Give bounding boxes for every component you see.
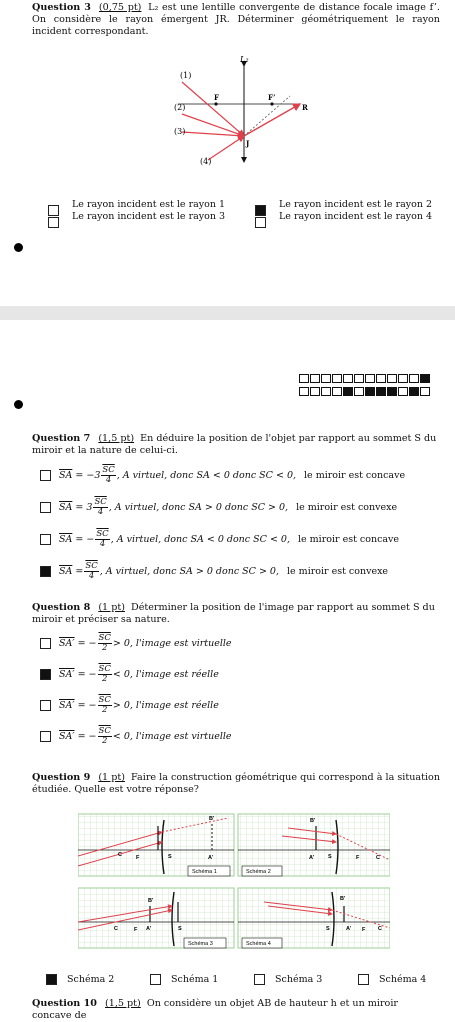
id-grid-row-1-cell[interactable] — [343, 374, 353, 383]
math-lhs: SA′ — [59, 731, 75, 742]
id-grid-row-2-cell[interactable] — [376, 387, 386, 396]
math-tail: , A virtuel, donc SA > 0 donc SC > 0, — [99, 566, 279, 577]
question-7 — [32, 433, 440, 457]
svg-text:F: F — [136, 855, 140, 861]
q8-answer-4[interactable] — [40, 727, 232, 746]
nature-text: le miroir est concave — [297, 534, 400, 545]
point-J: J — [246, 139, 250, 148]
math-tail: > 0, l'image est réelle — [112, 700, 219, 711]
svg-text:S: S — [328, 854, 332, 860]
ray-label-1: (1) — [180, 71, 192, 80]
checkbox-checked[interactable] — [46, 974, 57, 985]
schema-3 — [78, 888, 234, 948]
svg-text:A': A' — [309, 855, 315, 861]
id-grid-row-2-cell[interactable] — [398, 387, 408, 396]
ray-label-3: (3) — [174, 127, 186, 136]
svg-text:S: S — [326, 926, 330, 932]
checkbox[interactable] — [48, 217, 59, 228]
q9-answer-3[interactable]: Schéma 3 — [254, 974, 322, 985]
svg-text:B': B' — [209, 816, 215, 822]
schema-3-label: Schéma 3 — [188, 941, 213, 947]
math-fraction: $\frac{\overline{SC}}{2}$ — [98, 664, 111, 684]
svg-text:C: C — [378, 926, 382, 932]
q9-answer-4[interactable]: Schéma 4 — [358, 974, 426, 985]
q7-answer-2[interactable] — [40, 498, 397, 517]
checkbox[interactable] — [40, 731, 51, 742]
question-8 — [32, 602, 440, 626]
lens-figure — [160, 52, 310, 180]
svg-text:B': B' — [310, 818, 316, 824]
math-sign: = − — [77, 669, 97, 680]
point-F: F — [214, 93, 219, 102]
question-9-text: Faire la construction géométrique qui correspond à la situation étudiée. Quelle est votre réponse? — [32, 772, 440, 795]
svg-text:S: S — [168, 854, 172, 860]
question-9 — [32, 772, 440, 796]
question-7-number: Question 7 — [32, 433, 91, 444]
q7-answer-4[interactable] — [40, 562, 388, 581]
checkbox[interactable] — [254, 974, 265, 985]
checkbox[interactable] — [40, 638, 51, 649]
question-9-points: (1 pt) — [98, 772, 125, 783]
question-3-number: Question 3 — [32, 2, 91, 13]
id-grid-row-2-cell[interactable] — [299, 387, 309, 396]
q7-answer-1[interactable] — [40, 466, 405, 485]
checkbox[interactable] — [40, 700, 51, 711]
ray-1 — [182, 82, 244, 136]
page-separator — [0, 306, 455, 320]
emergent-ray — [244, 104, 300, 136]
point-R: R — [302, 103, 308, 112]
construction-line — [244, 96, 290, 136]
question-10-text: On considère un objet AB de hauteur h et un miroir concave de — [32, 998, 398, 1021]
id-grid-row-1-cell[interactable] — [409, 374, 419, 383]
id-grid-row-1-cell[interactable] — [321, 374, 331, 383]
marker-dot — [14, 400, 23, 409]
schema-1-label: Schéma 1 — [192, 869, 217, 875]
checkbox-checked[interactable] — [40, 566, 51, 577]
q9-answer-1[interactable]: Schéma 2 — [46, 974, 114, 985]
id-grid-row-1-cell[interactable] — [365, 374, 375, 383]
q3-answer-4-box[interactable] — [255, 212, 266, 231]
id-grid-row-2-cell[interactable] — [420, 387, 430, 396]
math-lhs: $\overline{SA}$ — [59, 534, 73, 545]
math-fraction: $\frac{\overline{SC}}{4}$ — [96, 529, 109, 549]
q3-answers-right — [279, 199, 432, 223]
ray-4 — [208, 136, 244, 160]
question-10-points: (1,5 pt) — [104, 998, 141, 1009]
question-8-points: (1 pt) — [98, 602, 125, 613]
question-10-number: Question 10 — [32, 998, 97, 1009]
q7-answer-3[interactable] — [40, 530, 399, 549]
q8-answer-3[interactable] — [40, 696, 219, 715]
math-fraction: $\frac{\overline{SC}}{4}$ — [85, 561, 98, 581]
math-sign: = − — [77, 638, 97, 649]
math-tail: > 0, l'image est virtuelle — [112, 638, 232, 649]
id-grid-row-1-cell[interactable] — [299, 374, 309, 383]
checkbox[interactable] — [40, 534, 51, 545]
schemas-figure — [78, 810, 390, 950]
q8-answer-1[interactable] — [40, 634, 232, 653]
math-fraction: $\frac{\overline{SC}}{2}$ — [98, 726, 111, 746]
q3-answer-text-3: Le rayon incident est le rayon 3 — [72, 211, 226, 222]
id-grid-row-2-cell[interactable] — [332, 387, 342, 396]
math-sign: = 3 — [75, 502, 93, 513]
question-3 — [32, 2, 440, 38]
checkbox[interactable] — [40, 470, 51, 481]
math-tail: , A virtuel, donc SA < 0 donc SC < 0, — [116, 470, 297, 481]
q8-answer-2[interactable] — [40, 665, 219, 684]
svg-text:C: C — [376, 855, 380, 861]
question-8-number: Question 8 — [32, 602, 91, 613]
math-tail: , A virtuel, donc SA > 0 donc SC > 0, — [108, 502, 289, 513]
math-fraction: $\frac{\overline{SC}}{2}$ — [98, 633, 111, 653]
schema-4 — [238, 888, 390, 948]
nature-text: le miroir est convexe — [296, 502, 398, 513]
id-grid-row-1-cell[interactable] — [420, 374, 430, 383]
math-sign: = — [75, 566, 84, 577]
id-grid-row-2-cell[interactable] — [343, 387, 353, 396]
svg-text:A': A' — [208, 855, 214, 861]
nature-text: le miroir est concave — [304, 470, 406, 481]
page-1 — [0, 0, 455, 306]
point-Fp: F’ — [268, 93, 276, 102]
id-grid-row-2-cell[interactable] — [365, 387, 375, 396]
question-8-text: Déterminer la position de l'image par rapport au sommet S du miroir et préciser sa nature. — [32, 602, 435, 625]
q3-answer-3-box[interactable] — [48, 212, 59, 231]
nature-text: le miroir est convexe — [287, 566, 389, 577]
question-3-points: (0,75 pt) — [98, 2, 142, 13]
id-grid-row-1-cell[interactable] — [310, 374, 320, 383]
svg-text:A': A' — [346, 926, 352, 932]
lens-label: L₂ — [240, 55, 249, 64]
question-3-text: L₂ est une lentille convergente de distance focale image f’. On considère le rayon émergent JR. Déterminer géométriquement le rayon incident correspondant. — [32, 2, 440, 37]
id-grid-row-1-cell[interactable] — [387, 374, 397, 383]
math-fraction: $\frac{\overline{SC}}{2}$ — [98, 695, 111, 715]
schema-2 — [238, 814, 390, 876]
math-lhs: $\overline{SA}$ — [59, 502, 73, 513]
math-fraction: $\frac{\overline{SC}}{4}$ — [102, 465, 115, 485]
schema-4-label: Schéma 4 — [246, 941, 271, 947]
math-sign: = − — [77, 731, 97, 742]
svg-text:B': B' — [148, 898, 154, 904]
math-lhs: $\overline{SA}$ — [59, 470, 73, 481]
id-grid-row-1-cell[interactable] — [376, 374, 386, 383]
q3-answer-text-2: Le rayon incident est le rayon 2 — [279, 199, 433, 210]
math-tail: < 0, l'image est virtuelle — [112, 731, 232, 742]
checkbox[interactable] — [358, 974, 369, 985]
question-7-text: En déduire la position de l'objet par rapport au sommet S du miroir et la nature de celui-ci. — [32, 433, 437, 456]
math-sign: = −3 — [75, 470, 101, 481]
svg-text:F: F — [356, 855, 360, 861]
id-grid-row-2-cell[interactable] — [409, 387, 419, 396]
id-grid-row-1-cell[interactable] — [398, 374, 408, 383]
checkbox[interactable] — [255, 217, 266, 228]
page-2 — [0, 320, 455, 1021]
id-grid-row-2-cell[interactable] — [321, 387, 331, 396]
math-sign: = − — [77, 700, 97, 711]
id-grid-row-1-cell[interactable] — [354, 374, 364, 383]
math-lhs: SA′ — [59, 700, 75, 711]
schema-2-label: Schéma 2 — [246, 869, 271, 875]
id-grid-row-2-cell[interactable] — [354, 387, 364, 396]
q3-answers-left — [72, 199, 225, 223]
checkbox[interactable] — [40, 502, 51, 513]
svg-text:F: F — [134, 927, 138, 933]
schema-1 — [78, 814, 234, 876]
q9-answer-2[interactable]: Schéma 1 — [150, 974, 218, 985]
q3-answer-text-1: Le rayon incident est le rayon 1 — [72, 199, 226, 210]
q3-answer-text-4: Le rayon incident est le rayon 4 — [279, 211, 433, 222]
question-7-points: (1,5 pt) — [98, 433, 135, 444]
id-grid-row-2-cell[interactable] — [387, 387, 397, 396]
svg-text:C: C — [114, 926, 118, 932]
math-sign: = − — [75, 534, 95, 545]
checkbox[interactable] — [150, 974, 161, 985]
svg-text:A': A' — [146, 926, 152, 932]
marker-dot — [14, 243, 23, 252]
ray-label-4: (4) — [200, 157, 212, 166]
math-fraction: $\frac{\overline{SC}}{4}$ — [94, 497, 107, 517]
id-grid-row-1-cell[interactable] — [332, 374, 342, 383]
id-grid-row-2-cell[interactable] — [310, 387, 320, 396]
question-10 — [32, 998, 440, 1022]
svg-text:S: S — [178, 926, 182, 932]
math-lhs: SA′ — [59, 638, 75, 649]
math-lhs: $\overline{SA}$ — [59, 566, 73, 577]
svg-text:F: F — [362, 927, 366, 933]
math-tail: < 0, l'image est réelle — [112, 669, 219, 680]
svg-text:B': B' — [340, 896, 346, 902]
svg-text:C: C — [118, 852, 122, 858]
question-9-number: Question 9 — [32, 772, 91, 783]
math-tail: , A virtuel, donc SA < 0 donc SC < 0, — [110, 534, 290, 545]
ray-label-2: (2) — [174, 103, 186, 112]
checkbox-checked[interactable] — [40, 669, 51, 680]
math-lhs: SA′ — [59, 669, 75, 680]
